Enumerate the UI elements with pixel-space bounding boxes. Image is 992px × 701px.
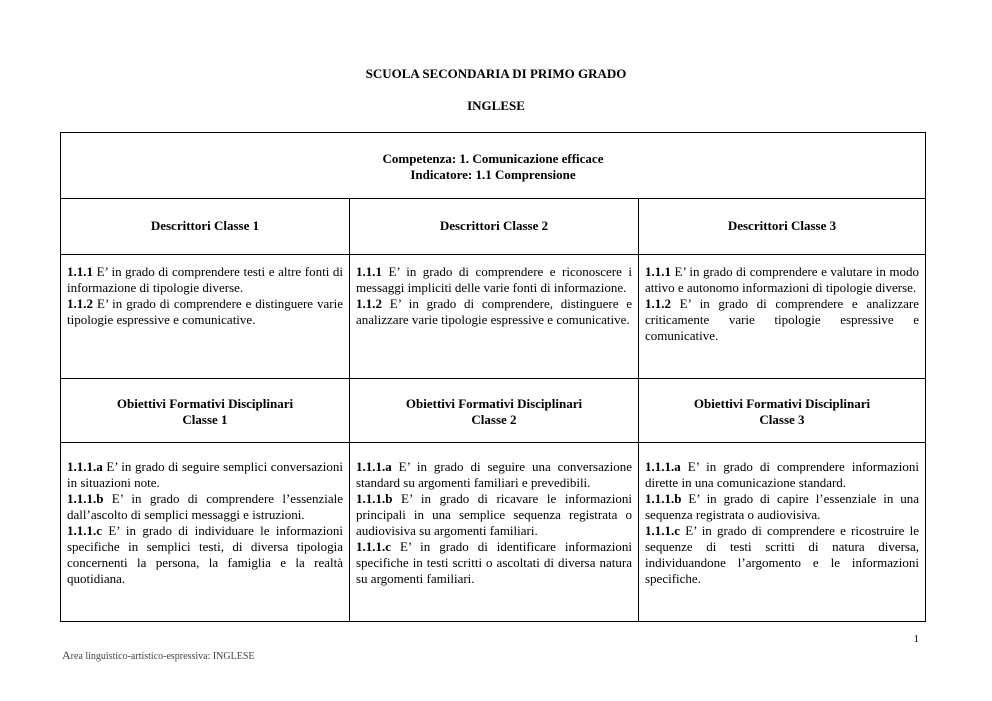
- competence-label: Competenza: 1. Comunicazione efficace: [382, 151, 604, 166]
- descriptor-header-3: Descrittori Classe 3: [727, 218, 837, 233]
- objectives-header-2: Obiettivi Formativi Disciplinari Classe 2: [405, 396, 583, 427]
- subject-title: INGLESE: [467, 98, 525, 113]
- indicator-label: Indicatore: 1.1 Comprensione: [410, 167, 576, 182]
- objectives-header-1: Obiettivi Formativi Disciplinari Classe 1: [116, 396, 294, 427]
- objective-item: 1.1.1.a E’ in grado di comprendere informazioni dirette in una comunicazione standard.: [645, 459, 919, 490]
- objective-item: 1.1.1.c E’ in grado di comprendere e ricostruire le sequenze di testi scritti di natura diversa, individuandone l’argomento e le informazioni specifiche.: [645, 523, 919, 586]
- competence-header: [61, 151, 925, 183]
- descriptor-header-1: Descrittori Classe 1: [150, 218, 260, 233]
- objective-item: 1.1.1.b E’ in grado di ricavare le informazioni principali in una semplice sequenza registrata o audiovisiva su argomenti familiari.: [356, 491, 632, 538]
- descriptor-cell-1: [67, 264, 343, 328]
- objective-item: 1.1.1.b E’ in grado di capire l’essenziale in una sequenza registrata o audiovisiva.: [645, 491, 919, 522]
- footer-initial: A: [62, 648, 71, 662]
- objectives-header-3: Obiettivi Formativi Disciplinari Classe 3: [693, 396, 871, 427]
- page-footer: [62, 648, 255, 663]
- objectives-cell-3: [645, 459, 919, 587]
- descriptor-item: 1.1.2 E’ in grado di comprendere e distinguere varie tipologie espressive e comunicative.: [67, 296, 343, 327]
- objectives-cell-1: [67, 459, 343, 587]
- descriptor-cell-2: [356, 264, 632, 328]
- descriptor-item: 1.1.1 E’ in grado di comprendere testi e altre fonti di informazione di tipologie diverse.: [67, 264, 343, 295]
- descriptor-item: 1.1.1 E’ in grado di comprendere e valutare in modo attivo e autonomo informazioni di tipologie diverse.: [645, 264, 919, 295]
- table-divider: [61, 198, 925, 199]
- descriptor-item: 1.1.1 E’ in grado di comprendere e riconoscere i messaggi impliciti delle varie fonti di informazione.: [356, 264, 632, 295]
- descriptor-cell-3: [645, 264, 919, 344]
- objective-item: 1.1.1.a E’ in grado di seguire semplici conversazioni in situazioni note.: [67, 459, 343, 490]
- objective-item: 1.1.1.c E’ in grado di individuare le informazioni specifiche in semplici testi, di diversa tipologia concernenti la persona, la famiglia e la realtà quotidiana.: [67, 523, 343, 586]
- descriptor-item: 1.1.2 E’ in grado di comprendere, distinguere e analizzare varie tipologie espressive e comunicative.: [356, 296, 632, 327]
- descriptor-item: 1.1.2 E’ in grado di comprendere e analizzare criticamente varie tipologie espressive e comunicative.: [645, 296, 919, 343]
- descriptor-header-2: Descrittori Classe 2: [439, 218, 549, 233]
- objective-item: 1.1.1.c E’ in grado di identificare informazioni specifiche in testi scritti o ascoltati di diversa natura su argomenti familiari.: [356, 539, 632, 586]
- objective-item: 1.1.1.a E’ in grado di seguire una conversazione standard su argomenti familiari e prevedibili.: [356, 459, 632, 490]
- table-divider: [61, 442, 925, 443]
- table-divider: [61, 378, 925, 379]
- curriculum-table: [60, 132, 926, 622]
- document-title: SCUOLA SECONDARIA DI PRIMO GRADO: [365, 66, 627, 81]
- page-number: 1: [913, 633, 919, 645]
- objectives-cell-2: [356, 459, 632, 587]
- objective-item: 1.1.1.b E’ in grado di comprendere l’essenziale dall’ascolto di semplici messaggi e istruzioni.: [67, 491, 343, 522]
- footer-text: rea linguistico-artistico-espressiva: INGLESE: [70, 651, 255, 662]
- table-divider: [61, 254, 925, 255]
